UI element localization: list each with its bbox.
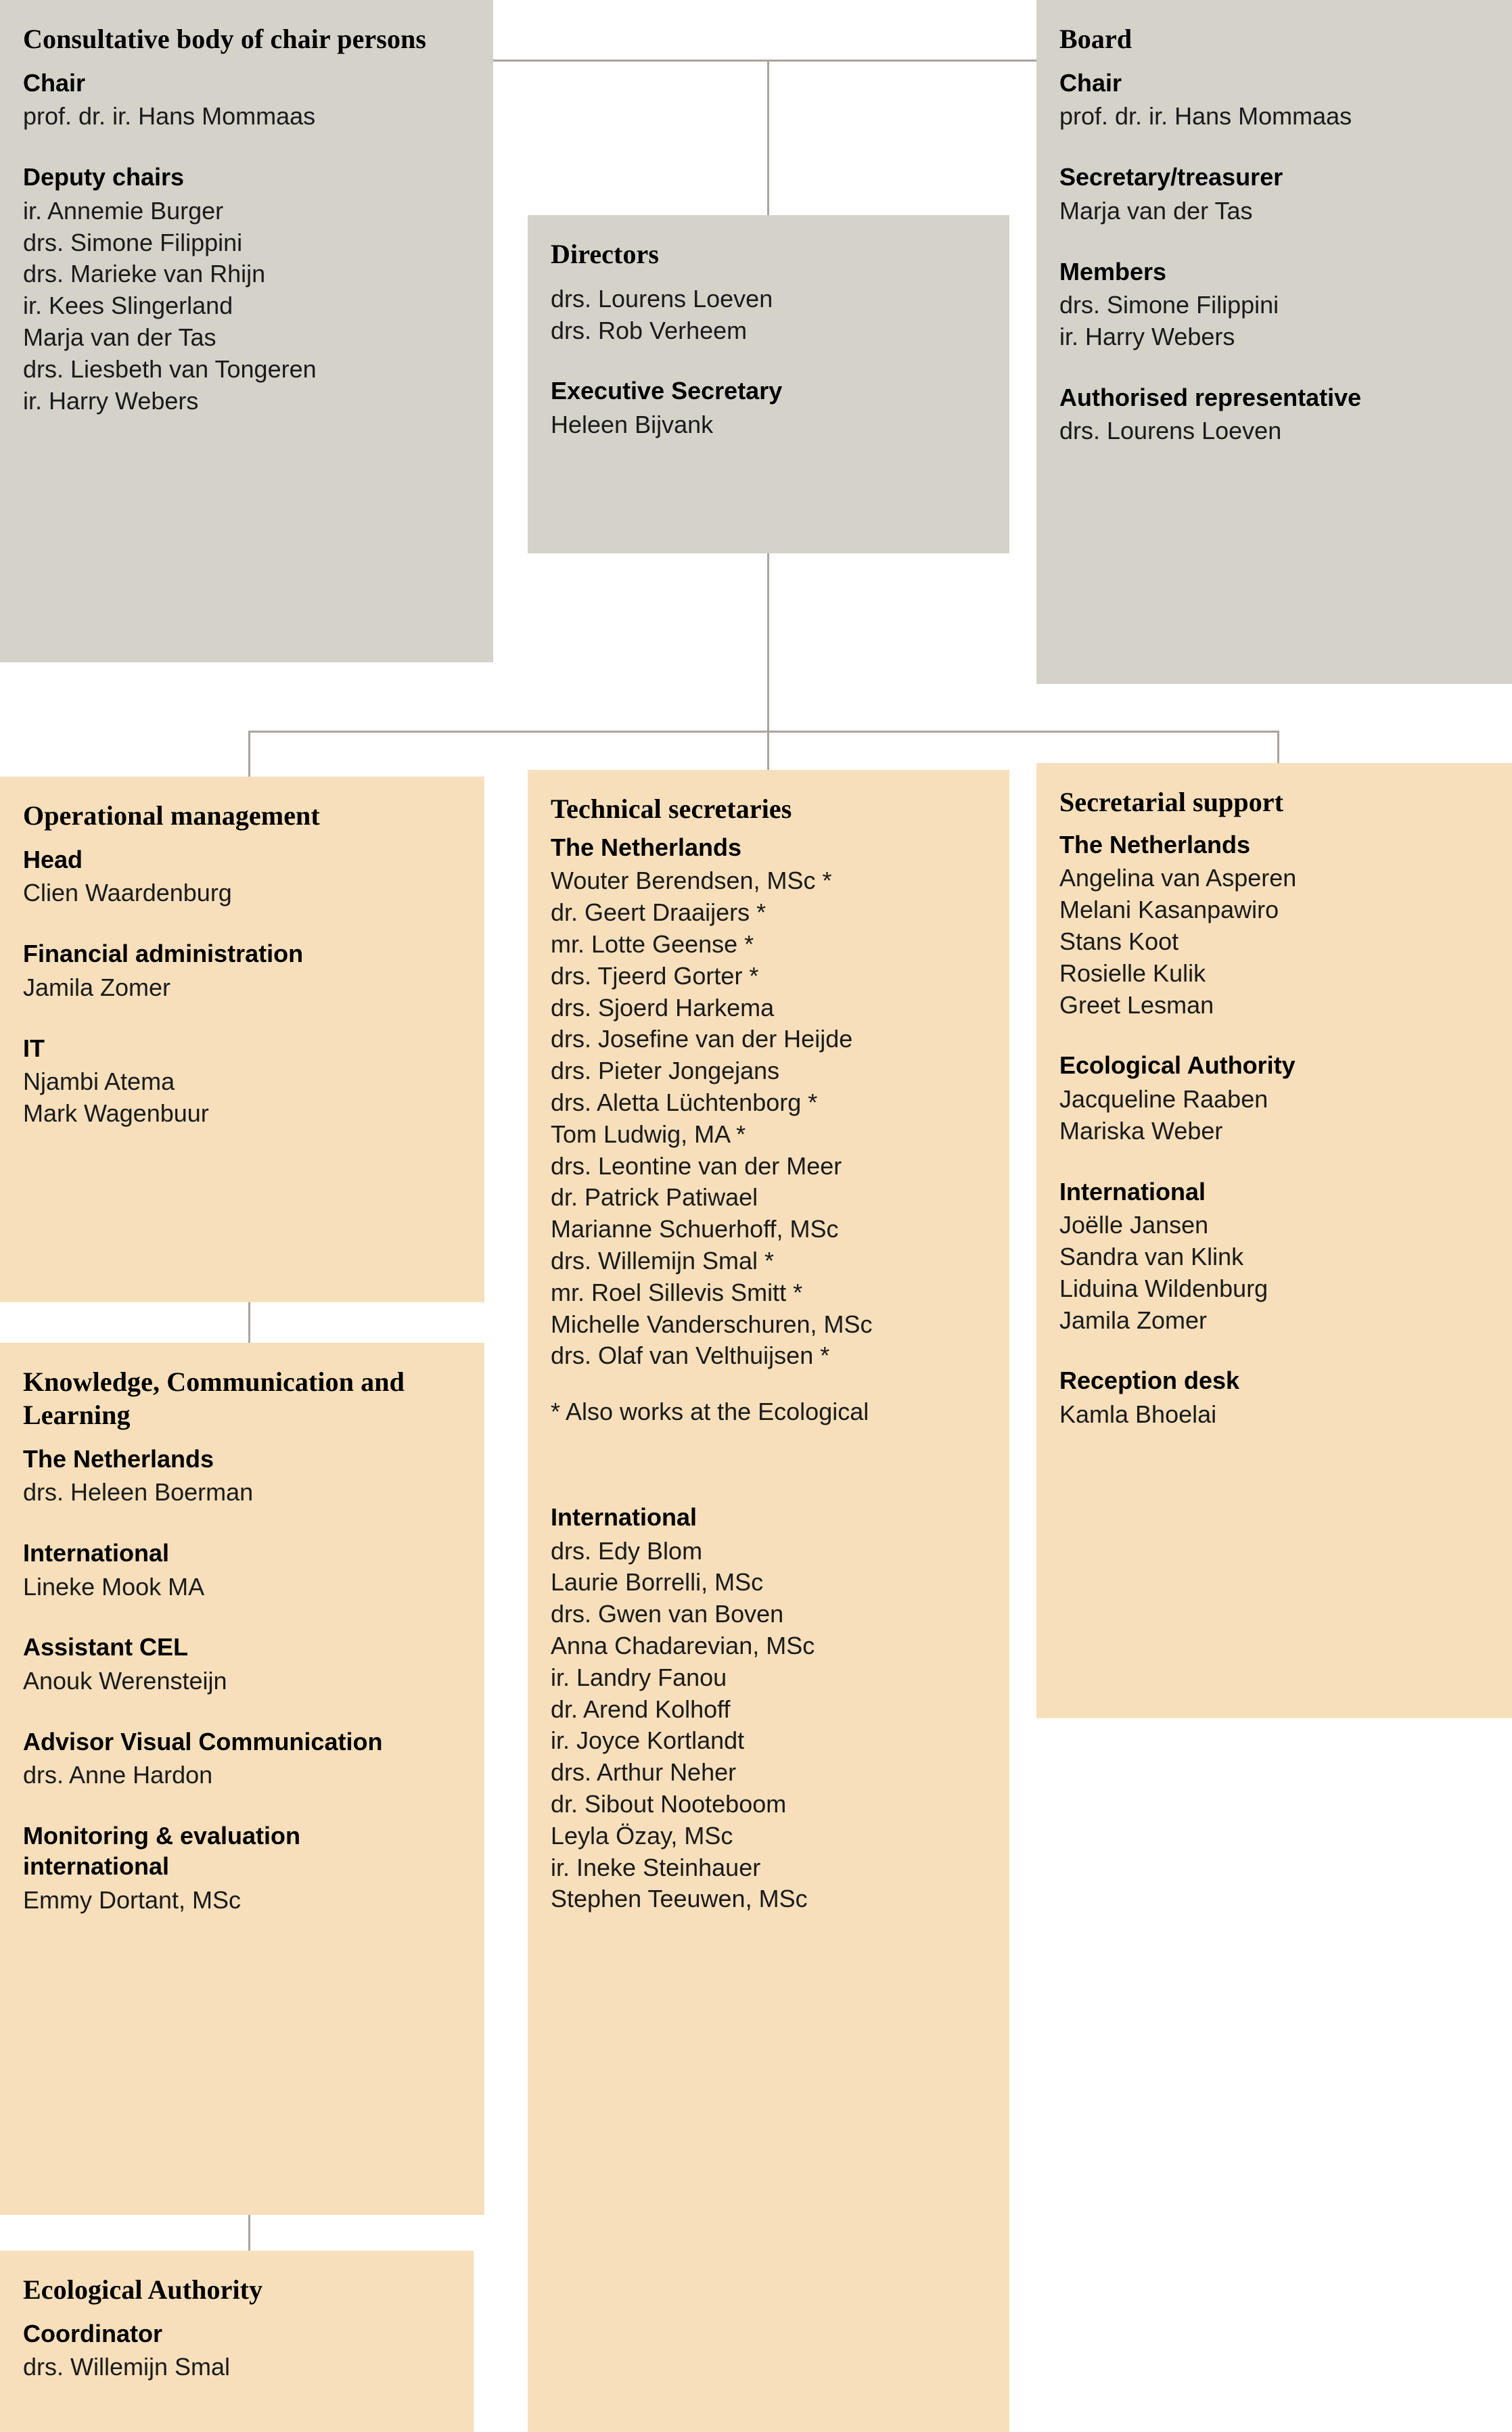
group-directors-names [551,283,985,347]
box-title: Board [1059,24,1132,54]
person-name: ir. Harry Webers [23,386,199,415]
box-directors [528,215,1009,553]
person-name: Rosielle Kulik [1059,959,1206,987]
group-assistant-cel [23,1632,460,1697]
connector-kcl-to-ecological [248,2215,250,2252]
person-name: Mariska Weber [1059,1116,1223,1145]
box-title: Operational management [23,800,320,831]
person-name: drs. Edy Blom [551,1536,703,1565]
person-name: Anouk Werensteijn [23,1667,227,1695]
person-name: drs. Liesbeth van Tongeren [23,354,317,383]
person-name: prof. dr. ir. Hans Mommaas [1059,102,1352,131]
person-name: Melani Kasanpawiro [1059,896,1279,924]
person-name: Marja van der Tas [1059,196,1253,225]
group-heading: The Netherlands [551,833,742,861]
person-name: ir. Ineke Steinhauer [551,1853,761,1881]
box-title: Knowledge, Communication and Learning [23,1367,405,1430]
person-name: Mark Wagenbuur [23,1099,209,1128]
person-name: prof. dr. ir. Hans Mommaas [23,102,316,131]
box-title: Directors [551,239,660,269]
group-heading: Financial administration [23,940,304,968]
person-name: Wouter Berendsen, MSc * [551,867,832,895]
group-financial-administration [23,939,460,1003]
box-title: Technical secretaries [551,794,792,824]
person-name: Laurie Borrelli, MSc [551,1568,764,1597]
person-name: Njambi Atema [23,1068,175,1096]
group-advisor-visual-communication [23,1727,460,1791]
person-name: drs. Lourens Loeven [1059,417,1282,445]
person-name: Marianne Schuerhoff, MSc [551,1215,839,1243]
person-name: drs. Marieke van Rhijn [23,260,266,288]
person-name: Stephen Teeuwen, MSc [551,1885,808,1913]
group-heading: Ecological Authority [1059,1051,1296,1080]
person-name: Anna Chadarevian, MSc [551,1631,815,1659]
person-name: Sandra van Klink [1059,1243,1244,1271]
group-secretary-treasurer [1059,162,1488,227]
person-name: drs. Gwen van Boven [551,1600,784,1628]
group-heading: Assistant CEL [23,1633,189,1661]
person-name: Emmy Dortant, MSc [23,1885,242,1914]
group-chair [23,68,469,133]
person-name: drs. Aletta Lüchtenborg * [551,1088,818,1116]
person-name: drs. Simone Filippini [1059,291,1279,319]
group-heading: The Netherlands [1059,830,1251,858]
box-title: Consultative body of chair persons [23,24,427,54]
group-the-netherlands [551,833,985,1372]
footnote-ecological-authority: * Also works at the Ecological [551,1398,869,1426]
person-name: drs. Pieter Jongejans [551,1057,780,1085]
group-heading: Coordinator [23,2319,162,2347]
group-it [23,1034,460,1130]
box-title: Ecological Authority [23,2274,263,2305]
person-name: ir. Harry Webers [1059,323,1235,351]
person-name: ir. Annemie Burger [23,196,224,225]
person-name: ir. Joyce Kortlandt [551,1726,745,1755]
person-name: mr. Roel Sillevis Smitt * [551,1278,803,1306]
connector-rail-to-directors [767,60,769,216]
group-heading: International [1059,1177,1206,1206]
group-heading: Members [1059,257,1167,285]
person-name: Jacqueline Raaben [1059,1085,1268,1114]
group-reception-desk [1059,1366,1488,1430]
box-title: Secretarial support [1059,787,1284,817]
person-name: Joëlle Jansen [1059,1211,1209,1239]
group-international [551,1502,985,1915]
group-heading: International [551,1502,697,1531]
person-name: Jamila Zomer [1059,1306,1208,1334]
box-ecological-authority [0,2251,474,2432]
group-authorised-representative [1059,383,1488,447]
connector-directors-to-lower-rail [767,553,769,732]
group-executive-secretary [551,376,985,440]
group-heading: Secretary/treasurer [1059,163,1283,191]
connector-rail-to-secretarial [1277,731,1279,764]
person-name: Kamla Bhoelai [1059,1400,1217,1429]
person-name: ir. Landry Fanou [551,1663,727,1691]
person-name: drs. Rob Verheem [551,316,748,344]
group-heading: Deputy chairs [23,163,185,191]
person-name: dr. Patrick Patiwael [551,1183,758,1212]
person-name: drs. Willemijn Smal * [551,1246,775,1275]
person-name: dr. Arend Kolhoff [551,1695,731,1723]
person-name: Leyla Özay, MSc [551,1821,733,1850]
group-heading: Advisor Visual Communication [23,1727,383,1756]
person-name: drs. Sjoerd Harkema [551,993,775,1022]
box-secretarial-support [1036,763,1512,1718]
group-heading: The Netherlands [23,1444,214,1473]
group-heading: International [23,1539,170,1567]
group-chair [1059,68,1488,133]
person-name: drs. Olaf van Velthuijsen * [551,1341,830,1370]
person-name: drs. Heleen Boerman [23,1478,254,1507]
person-name: Michelle Vanderschuren, MSc [551,1310,873,1338]
person-name: ir. Kees Slingerland [23,292,233,320]
person-name: drs. Anne Hardon [23,1761,213,1789]
box-technical-secretaries [528,770,1009,2432]
person-name: mr. Lotte Geense * [551,930,754,959]
group-the-netherlands [1059,830,1488,1022]
person-name: Angelina van Asperen [1059,864,1297,892]
group-heading: Head [23,845,83,873]
person-name: drs. Willemijn Smal [23,2353,231,2381]
connector-rail-to-technical [767,731,769,771]
group-monitoring-evaluation-international [23,1821,460,1916]
box-consultative-body [0,0,493,662]
connector-operational-to-kcl [248,1302,250,1344]
person-name: Liduina Wildenburg [1059,1274,1268,1302]
group-heading: Chair [1059,68,1122,97]
group-deputy-chairs [23,162,469,417]
person-name: Heleen Bijvank [551,411,714,439]
person-name: drs. Simone Filippini [23,228,243,256]
group-heading: Executive Secretary [551,377,783,405]
group-heading: Reception desk [1059,1367,1240,1395]
group-ecological-authority [1059,1051,1488,1147]
group-heading: Chair [23,68,86,97]
group-international [1059,1177,1488,1337]
group-heading: Authorised representative [1059,383,1362,411]
person-name: drs. Arthur Neher [551,1758,737,1787]
connector-lower-rail [248,731,1279,733]
person-name: Marja van der Tas [23,323,216,352]
person-name: Clien Waardenburg [23,879,232,907]
group-members [1059,257,1488,353]
group-the-netherlands [23,1444,460,1509]
connector-top-rail [491,60,1039,62]
person-name: Tom Ludwig, MA * [551,1120,746,1148]
box-board [1036,0,1512,684]
person-name: Stans Koot [1059,927,1179,956]
group-heading: IT [23,1034,45,1062]
box-knowledge-communication-learning [0,1343,484,2215]
person-name: drs. Lourens Loeven [551,284,773,313]
person-name: drs. Leontine van der Meer [551,1151,842,1180]
person-name: dr. Sibout Nooteboom [551,1789,787,1818]
group-heading: Monitoring & evaluation international [23,1822,300,1880]
group-head [23,845,460,909]
group-coordinator [23,2319,449,2383]
person-name: Lineke Mook MA [23,1572,205,1601]
person-name: drs. Tjeerd Gorter * [551,961,759,990]
person-name: Greet Lesman [1059,990,1214,1019]
person-name: Jamila Zomer [23,973,171,1001]
person-name: drs. Josefine van der Heijde [551,1025,853,1053]
box-operational-management [0,777,484,1302]
person-name: dr. Geert Draaijers * [551,898,766,927]
connector-rail-to-operational [248,731,250,778]
group-international [23,1538,460,1603]
